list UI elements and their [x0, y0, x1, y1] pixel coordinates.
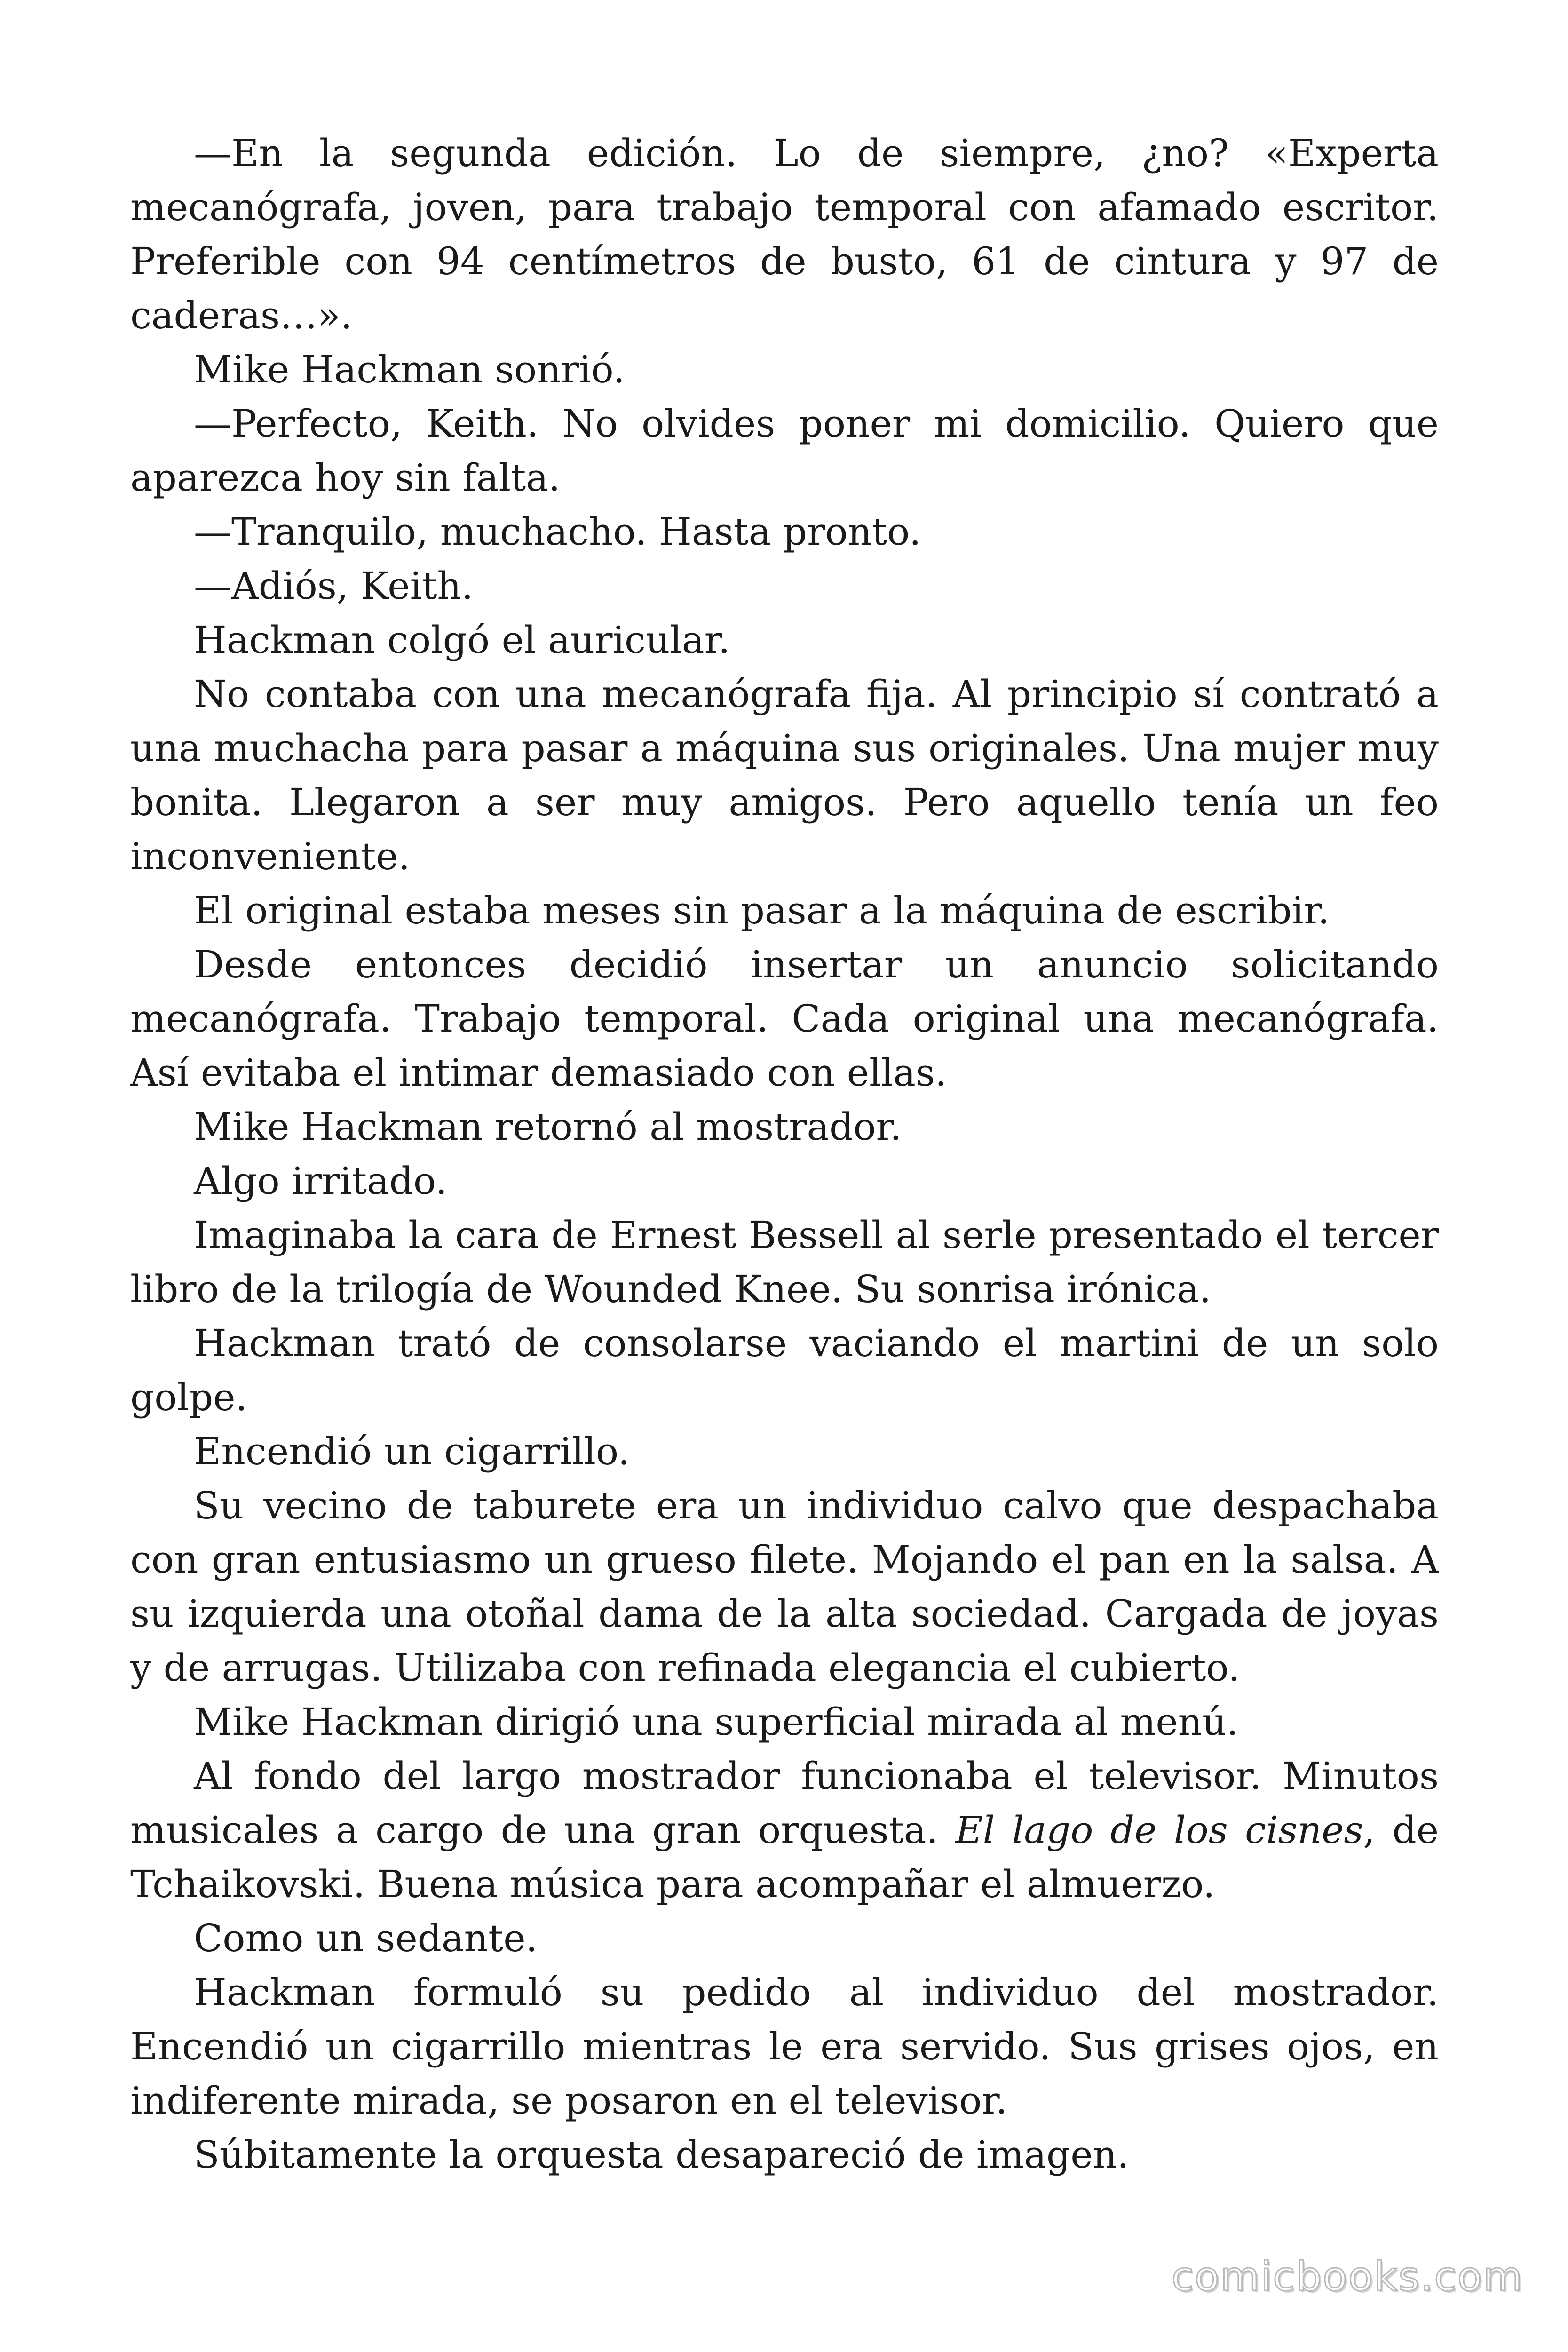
- paragraph: Hackman formuló su pedido al individuo del mostrador. Encendió un cigarrillo mientras le era servido. Sus grises ojos, en indiferente mirada, se posaron en el televisor.: [130, 1971, 1439, 2122]
- work-title: El lago de los cisnes: [955, 1808, 1363, 1852]
- paragraph: Mike Hackman dirigió una superficial mirada al menú.: [194, 1700, 1239, 1744]
- paragraph: —En la segunda edición. Lo de siempre, ¿no? «Experta mecanógrafa, joven, para trabajo temporal con afamado escritor. Preferible con 94 centímetros de busto, 61 de cintura y 97 de caderas…».: [130, 131, 1439, 337]
- paragraph: —Perfecto, Keith. No olvides poner mi domicilio. Quiero que aparezca hoy sin falta.: [130, 402, 1439, 500]
- paragraph: Hackman trató de consolarse vaciando el martini de un solo golpe.: [130, 1321, 1439, 1419]
- paragraph: El original estaba meses sin pasar a la máquina de escribir.: [194, 889, 1330, 932]
- paragraph: Desde entonces decidió insertar un anuncio solicitando mecanógrafa. Trabajo temporal. Cada original una mecanógrafa. Así evitaba el intimar demasiado con ellas.: [130, 943, 1439, 1095]
- paragraph: Súbitamente la orquesta desapareció de imagen.: [194, 2133, 1129, 2177]
- page-body: [130, 126, 1439, 2182]
- paragraph: No contaba con una mecanógrafa fija. Al principio sí contrató a una muchacha para pasar a máquina sus originales. Una mujer muy bonita. Llegaron a ser muy amigos. Pero aquello tenía un feo inconveniente.: [130, 672, 1439, 878]
- paragraph-with-title: [130, 1749, 1439, 1911]
- paragraph: Mike Hackman retornó al mostrador.: [194, 1105, 902, 1149]
- paragraph: Hackman colgó el auricular.: [194, 618, 730, 662]
- watermark: comicbooks.com: [1171, 2253, 1523, 2300]
- paragraph: Como un sedante.: [194, 1916, 538, 1960]
- paragraph: —Tranquilo, muchacho. Hasta pronto.: [194, 510, 921, 554]
- paragraph: Imaginaba la cara de Ernest Bessell al serle presentado el tercer libro de la trilogía de Wounded Knee. Su sonrisa irónica.: [130, 1213, 1439, 1311]
- paragraph: Su vecino de taburete era un individuo calvo que despachaba con gran entusiasmo un grueso filete. Mojando el pan en la salsa. A su izquierda una otoñal dama de la alta sociedad. Cargada de joyas y de arrugas. Utilizaba con refinada elegancia el cubierto.: [130, 1484, 1439, 1690]
- paragraph: Algo irritado.: [194, 1159, 448, 1203]
- paragraph: Mike Hackman sonrió.: [194, 348, 625, 391]
- paragraph-text-before: Al fondo del largo mostrador funcionaba el televisor. Minutos musicales a cargo de una gran orquesta.: [130, 1754, 1439, 1852]
- paragraph: —Adiós, Keith.: [194, 564, 474, 608]
- paragraph-text-after: , de Tchaikovski. Buena música para acompañar el almuerzo.: [130, 1808, 1439, 1906]
- paragraph: Encendió un cigarrillo.: [194, 1430, 630, 1473]
